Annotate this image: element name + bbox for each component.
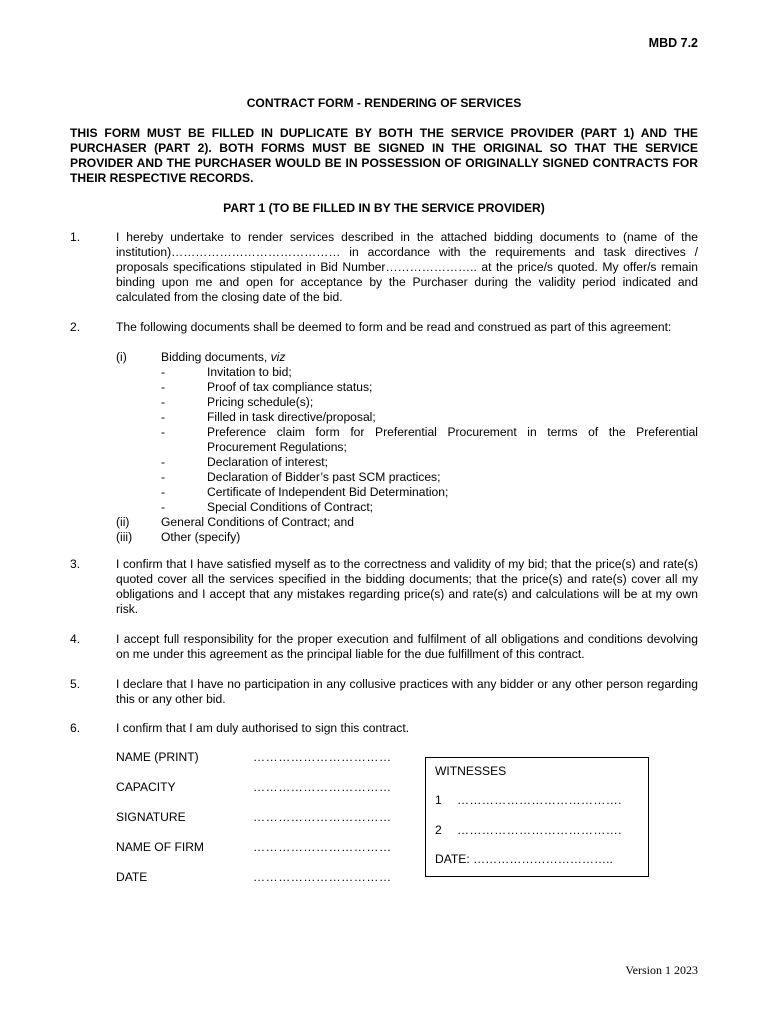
clause-number: 2. [70,320,81,334]
list-item [116,470,698,485]
clause-text: I accept full responsibility for the proper execution and fulfilment of all obligations and conditions devolving on me under this agreement as the principal liable for the due fulfillment of this contract. [116,632,698,661]
list-item-i [116,350,698,365]
witness-dots: …………………………………. [457,823,622,837]
list-item [116,410,698,425]
witnesses-box [425,757,649,877]
witness-number: 1 [435,793,442,807]
list-item-text: Preference claim form for Preferential Procurement in terms of the Preferential Procurement Regulations; [207,425,698,454]
dash: - [161,470,166,484]
list-item-text: Proof of tax compliance status; [207,380,373,394]
list-number: (iii) [116,530,133,544]
clause-1 [70,230,698,305]
list-item [116,365,698,380]
date-field[interactable] [116,870,406,900]
list-item-text: Declaration of Bidder’s past SCM practices; [207,470,441,484]
clause-text: I confirm that I have satisfied myself as to the correctness and validity of my bid; that the price(s) and rate(s) quoted cover all the services specified in the bidding documents; that the price(s) and rate(s) cover all my obligations and I accept that any mistakes regarding price(s) and rate(s) and calculations will be at my own risk. [116,557,698,616]
list-label: Bidding documents, [161,350,271,364]
list-item [116,395,698,410]
clause-number: 5. [70,677,81,691]
filling-notice: THIS FORM MUST BE FILLED IN DUPLICATE BY BOTH THE SERVICE PROVIDER (PART 1) AND THE PURCHASER (PART 2). BOTH FORMS MUST BE SIGNED IN THE ORIGINAL SO THAT THE SERVICE PROVIDER AND THE PURCHASER WOULD BE IN POSSESSION OF ORIGINALLY SIGNED CONTRACTS FOR THEIR RESPECTIVE RECORDS. [70,126,698,185]
field-dots: …………………………… [253,750,392,764]
list-item [116,485,698,500]
list-item-text: Invitation to bid; [207,365,292,379]
capacity-field[interactable] [116,780,406,810]
dash: - [161,485,166,499]
clause-number: 4. [70,632,81,646]
clause-number: 1. [70,230,81,244]
list-item-text: Filled in task directive/proposal; [207,410,376,424]
clause-5 [70,677,698,707]
list-item-text: Pricing schedule(s); [207,395,314,409]
clause-2 [70,320,698,335]
field-label: DATE [116,870,148,884]
list-item-ii [116,515,698,530]
dash: - [161,410,166,424]
list-item-text: Special Conditions of Contract; [207,500,374,514]
field-label: SIGNATURE [116,810,186,824]
witness-dots: …………………………………. [457,793,622,807]
field-dots: …………………………… [253,870,392,884]
dash: - [161,365,166,379]
clause-3 [70,557,698,617]
field-dots: …………………………… [253,810,392,824]
clause-number: 6. [70,721,81,735]
viz-label: viz [270,350,286,364]
list-number: (i) [116,350,127,364]
dash: - [161,500,166,514]
list-item-text: Declaration of interest; [207,455,328,469]
form-title: CONTRACT FORM - RENDERING OF SERVICES [246,96,522,110]
field-label: NAME (PRINT) [116,750,199,764]
list-item [116,500,698,515]
version-footer: Version 1 2023 [625,963,698,977]
list-item [116,455,698,470]
list-item [116,425,698,455]
dash: - [161,380,166,394]
clause-text: The following documents shall be deemed to form and be read and construed as part of this agreement: [116,320,672,334]
name-print-field[interactable] [116,750,406,780]
signature-field[interactable] [116,810,406,840]
field-label: CAPACITY [116,780,176,794]
clause-text: I confirm that I am duly authorised to sign this contract. [116,721,410,735]
part1-heading: PART 1 (TO BE FILLED IN BY THE SERVICE PROVIDER) [223,201,545,215]
signature-fields [116,750,406,900]
clause-4 [70,632,698,662]
clause-6 [70,721,698,736]
list-number: (ii) [116,515,130,529]
list-label: Other (specify) [161,530,241,544]
dash: - [161,455,166,469]
field-dots: …………………………… [253,780,392,794]
document-list [116,350,698,545]
witnesses-title: WITNESSES [435,764,507,778]
list-item-text: Certificate of Independent Bid Determination; [207,485,449,499]
doc-code: MBD 7.2 [648,36,698,50]
list-item-iii [116,530,698,545]
clause-text: I hereby undertake to render services described in the attached bidding documents to (name of the institution)…………………………………… in accordance with the requirements and task directives / proposals specifications stipulated in Bid Number………………….. at the price/s quoted. My offer/s remain binding upon me and open for acceptance by the Purchaser during the validity period indicated and calculated from the closing date of the bid. [116,230,698,304]
witness-date-line[interactable]: DATE: …………………………….. [435,852,613,866]
witness-number: 2 [435,823,442,837]
clause-text: I declare that I have no participation in any collusive practices with any bidder or any other person regarding this or any other bid. [116,677,698,706]
dash: - [161,425,166,439]
field-dots: …………………………… [253,840,392,854]
list-label: General Conditions of Contract; and [161,515,354,529]
clause-number: 3. [70,557,81,571]
list-item [116,380,698,395]
name-of-firm-field[interactable] [116,840,406,870]
field-label: NAME OF FIRM [116,840,205,854]
dash: - [161,395,166,409]
